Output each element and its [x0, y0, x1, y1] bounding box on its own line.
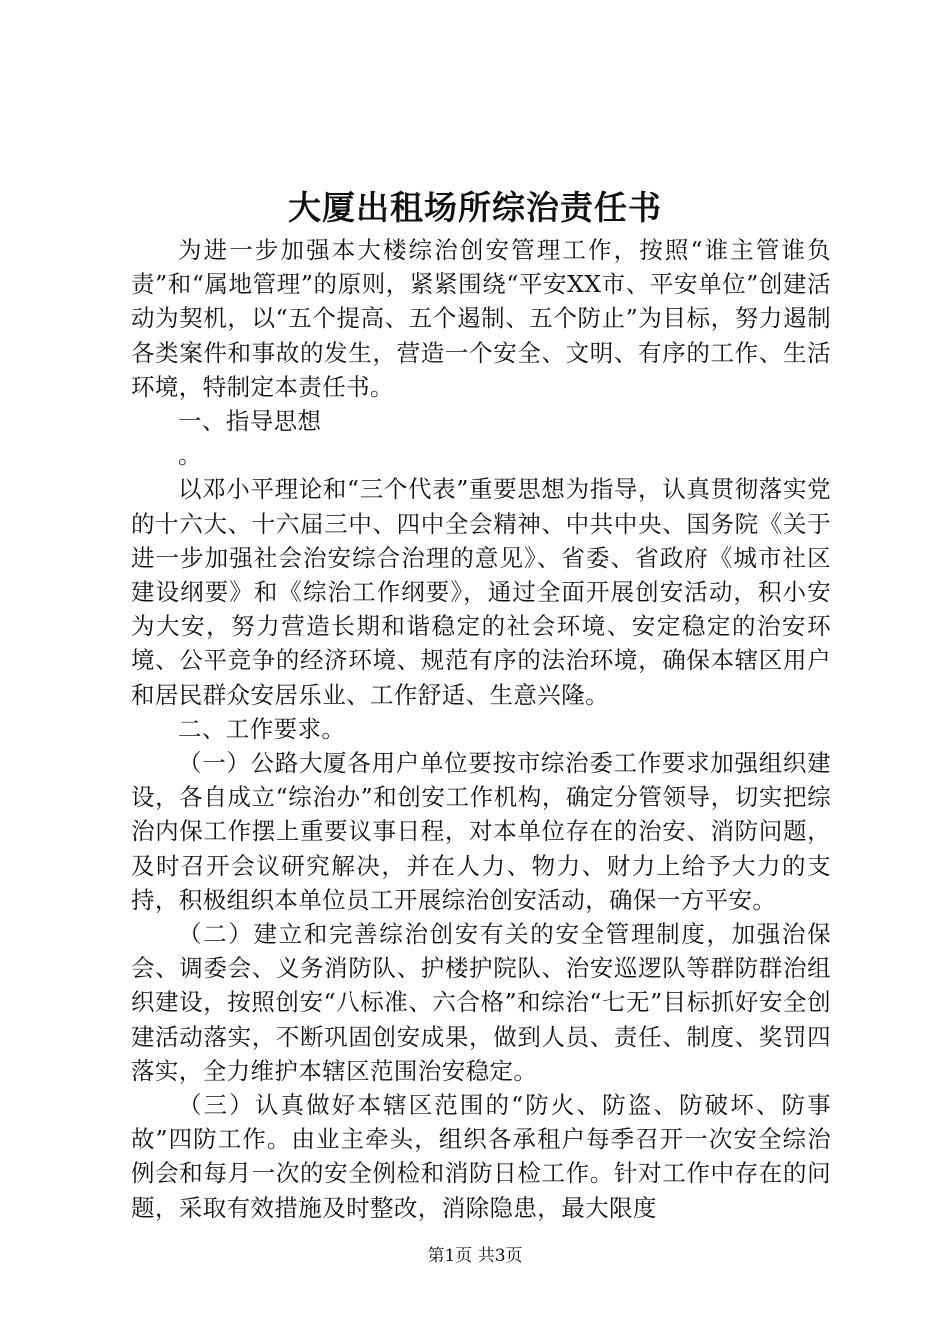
paragraph-period: 。: [178, 441, 202, 470]
heading-work-requirements: 二、工作要求。: [178, 714, 346, 743]
paragraph-requirement-1: （一）公路大厦各用户单位要按市综治委工作要求加强组织建设，各自成立“综治办”和创安工作机构，确定分管领导，切实把综治内保工作摆上重要议事日程，对本单位存在的治安、消防问题，及时召开会议研究解决，并在人力、物力、财力上给予大力的支持，积极组织本单位员工开展综治创安活动，确保一方平安。: [131, 749, 831, 914]
paragraph-guiding-ideology: 以邓小平理论和“三个代表”重要思想为指导，认真贯彻落实党的十六大、十六届三中、四中全会精神、中共中央、国务院《关于进一步加强社会治安综合治理的意见》、省委、省政府《城市社区建设纲要》和《综治工作纲要》，通过全面开展创安活动，积小安为大安，努力营造长期和谐稳定的社会环境、安定稳定的治安环境、公平竞争的经济环境、规范有序的法治环境，确保本辖区用户和居民群众安居乐业、工作舒适、生意兴隆。: [131, 475, 831, 709]
paragraph-requirement-2: （二）建立和完善综治创安有关的安全管理制度，加强治保会、调委会、义务消防队、护楼护院队、治安巡逻队等群防群治组织建设，按照创安“八标准、六合格”和综治“七无”目标抓好安全创建活动落实，不断巩固创安成果，做到人员、责任、制度、奖罚四落实，全力维护本辖区范围治安稳定。: [131, 920, 831, 1085]
document-body: [131, 233, 831, 1225]
paragraph-requirement-3: （三）认真做好本辖区范围的“防火、防盗、防破坏、防事故”四防工作。由业主牵头，组织各承租户每季召开一次安全综治例会和每月一次的安全例检和消防日检工作。针对工作中存在的问题，采取有效措施及时整改，消除隐患，最大限度: [131, 1091, 831, 1222]
page-number-footer: 第1页 共3页: [427, 1246, 523, 1266]
paragraph-intro: 为进一步加强本大楼综治创安管理工作，按照“谁主管谁负责”和“属地管理”的原则，紧紧围绕“平安XX市、平安单位”创建活动为契机，以“五个提高、五个遏制、五个防止”为目标，努力遏制各类案件和事故的发生，营造一个安全、文明、有序的工作、生活环境，特制定本责任书。: [131, 236, 831, 401]
heading-guiding-ideology: 一、指导思想: [178, 407, 322, 436]
document-title: 大厦出租场所综治责任书: [288, 188, 662, 227]
